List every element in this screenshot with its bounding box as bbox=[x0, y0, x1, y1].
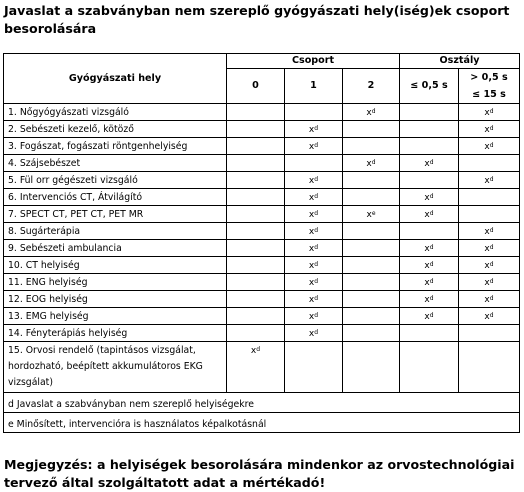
mark-cell bbox=[343, 189, 400, 206]
mark-cell bbox=[343, 138, 400, 155]
mark-cell bbox=[459, 138, 520, 155]
mark-cell bbox=[459, 240, 520, 257]
mark-x: x bbox=[308, 193, 315, 203]
mark-x: x bbox=[308, 142, 315, 152]
mark-cell bbox=[343, 155, 400, 172]
table-row bbox=[4, 257, 520, 274]
mark bbox=[366, 157, 375, 171]
mark-x: x bbox=[308, 125, 315, 135]
mark-cell bbox=[459, 223, 520, 240]
mark bbox=[484, 225, 493, 239]
mark-superscript: d bbox=[429, 193, 434, 200]
mark-cell bbox=[400, 155, 459, 172]
mark-superscript: d bbox=[489, 312, 494, 319]
mark-superscript: d bbox=[314, 227, 319, 234]
mark-superscript: d bbox=[429, 261, 434, 268]
mark bbox=[309, 140, 318, 154]
room-name-line: 15. Orvosi rendelő (tapintásos vizsgálat, bbox=[8, 345, 196, 356]
mark-x: x bbox=[366, 108, 372, 118]
mark-x: x bbox=[250, 346, 257, 356]
table-row bbox=[4, 104, 520, 121]
header-class-2-line2: ≤ 15 s bbox=[459, 86, 520, 104]
mark bbox=[424, 242, 433, 256]
footnote-row bbox=[4, 393, 520, 413]
header-group-0: 0 bbox=[227, 69, 285, 104]
mark-cell bbox=[343, 325, 400, 342]
mark-cell bbox=[227, 172, 285, 189]
mark-cell bbox=[459, 121, 520, 138]
mark-cell bbox=[285, 172, 343, 189]
mark-x: x bbox=[308, 227, 315, 237]
mark-x: x bbox=[484, 227, 490, 237]
room-name: 12. EOG helyiség bbox=[4, 291, 227, 308]
mark-x: x bbox=[424, 295, 430, 305]
mark-cell bbox=[459, 342, 520, 393]
table-row bbox=[4, 325, 520, 342]
mark-superscript: d bbox=[256, 346, 261, 353]
mark-cell bbox=[285, 257, 343, 274]
mark-x: x bbox=[308, 261, 315, 271]
mark-superscript: d bbox=[371, 108, 376, 115]
mark-superscript: d bbox=[314, 244, 319, 251]
mark-superscript: d bbox=[489, 142, 494, 149]
mark-cell bbox=[227, 223, 285, 240]
mark bbox=[366, 106, 375, 120]
mark bbox=[424, 259, 433, 273]
mark-cell bbox=[343, 291, 400, 308]
mark-x: x bbox=[424, 244, 430, 254]
mark-cell bbox=[459, 104, 520, 121]
mark-x: x bbox=[484, 176, 490, 186]
mark-cell bbox=[285, 138, 343, 155]
mark-cell bbox=[343, 206, 400, 223]
mark-superscript: d bbox=[489, 176, 494, 183]
mark-cell bbox=[285, 308, 343, 325]
mark-cell bbox=[343, 104, 400, 121]
mark bbox=[424, 276, 433, 290]
room-name: 9. Sebészeti ambulancia bbox=[4, 240, 227, 257]
mark-x: x bbox=[484, 108, 490, 118]
mark bbox=[424, 293, 433, 307]
mark-cell bbox=[285, 223, 343, 240]
mark bbox=[309, 276, 318, 290]
room-name bbox=[4, 342, 227, 393]
mark-cell bbox=[285, 291, 343, 308]
mark bbox=[484, 310, 493, 324]
mark-superscript: d bbox=[429, 244, 434, 251]
mark-x: x bbox=[308, 278, 315, 288]
mark-cell bbox=[400, 308, 459, 325]
table-row bbox=[4, 138, 520, 155]
mark bbox=[484, 106, 493, 120]
mark-superscript: d bbox=[314, 142, 319, 149]
mark bbox=[424, 208, 433, 222]
mark-x: x bbox=[308, 329, 315, 339]
mark-cell bbox=[400, 206, 459, 223]
table-row bbox=[4, 342, 520, 393]
mark bbox=[424, 191, 433, 205]
table-row bbox=[4, 223, 520, 240]
mark-x: x bbox=[424, 278, 430, 288]
room-name: 1. Nőgyógyászati vizsgáló bbox=[4, 104, 227, 121]
mark bbox=[484, 242, 493, 256]
mark-superscript: d bbox=[489, 227, 494, 234]
mark bbox=[484, 293, 493, 307]
table-row bbox=[4, 155, 520, 172]
mark-cell bbox=[343, 172, 400, 189]
mark-x: x bbox=[308, 312, 315, 322]
mark-x: x bbox=[366, 159, 372, 169]
page-title: Javaslat a szabványban nem szereplő gyógyászati hely(iség)ek csoport besorolására bbox=[4, 3, 510, 36]
mark-x: x bbox=[484, 278, 490, 288]
mark bbox=[309, 327, 318, 341]
mark-superscript: d bbox=[489, 108, 494, 115]
table-row bbox=[4, 308, 520, 325]
mark-cell bbox=[400, 121, 459, 138]
mark-cell bbox=[227, 308, 285, 325]
mark-superscript: d bbox=[314, 278, 319, 285]
footnote: e Minősített, intervencióra is használatos képalkotásnál bbox=[4, 413, 520, 433]
mark-x: x bbox=[424, 159, 430, 169]
mark-cell bbox=[343, 257, 400, 274]
mark bbox=[484, 123, 493, 137]
room-name: 4. Szájsebészet bbox=[4, 155, 227, 172]
mark-superscript: d bbox=[429, 210, 434, 217]
mark-superscript: d bbox=[489, 261, 494, 268]
header-group-1: 1 bbox=[285, 69, 343, 104]
mark-cell bbox=[227, 257, 285, 274]
mark-cell bbox=[285, 274, 343, 291]
mark-x: x bbox=[424, 193, 430, 203]
room-name: 6. Intervenciós CT, Átvilágító bbox=[4, 189, 227, 206]
mark-x: x bbox=[308, 210, 315, 220]
mark bbox=[484, 259, 493, 273]
mark-cell bbox=[285, 342, 343, 393]
table-row bbox=[4, 291, 520, 308]
mark bbox=[309, 208, 318, 222]
mark-cell bbox=[400, 138, 459, 155]
mark-superscript: d bbox=[314, 193, 319, 200]
room-name: 10. CT helyiség bbox=[4, 257, 227, 274]
mark-cell bbox=[285, 104, 343, 121]
mark-cell bbox=[227, 189, 285, 206]
mark-cell bbox=[227, 155, 285, 172]
mark-x: x bbox=[484, 244, 490, 254]
mark-superscript: d bbox=[489, 295, 494, 302]
mark-cell bbox=[459, 325, 520, 342]
table-row bbox=[4, 240, 520, 257]
mark-cell bbox=[400, 240, 459, 257]
mark-superscript: d bbox=[314, 329, 319, 336]
mark-cell bbox=[227, 291, 285, 308]
mark bbox=[484, 174, 493, 188]
header-class-1: ≤ 0,5 s bbox=[400, 69, 459, 104]
header-group-2: 2 bbox=[343, 69, 400, 104]
mark-x: x bbox=[484, 261, 490, 271]
mark-superscript: d bbox=[314, 176, 319, 183]
mark bbox=[309, 123, 318, 137]
mark-superscript: d bbox=[314, 295, 319, 302]
mark-cell bbox=[459, 274, 520, 291]
mark bbox=[251, 343, 260, 359]
mark-cell bbox=[343, 121, 400, 138]
table-row bbox=[4, 172, 520, 189]
mark-cell bbox=[459, 291, 520, 308]
mark bbox=[309, 191, 318, 205]
mark-cell bbox=[227, 342, 285, 393]
mark-cell bbox=[400, 189, 459, 206]
mark-x: x bbox=[366, 210, 372, 220]
room-name: 13. EMG helyiség bbox=[4, 308, 227, 325]
mark-cell bbox=[227, 240, 285, 257]
mark-cell bbox=[227, 104, 285, 121]
mark bbox=[424, 157, 433, 171]
header-room: Gyógyászati hely bbox=[4, 54, 227, 104]
mark-x: x bbox=[424, 312, 430, 322]
mark-x: x bbox=[484, 295, 490, 305]
footnote-row bbox=[4, 413, 520, 433]
mark-cell bbox=[400, 274, 459, 291]
mark-cell bbox=[400, 325, 459, 342]
mark bbox=[309, 242, 318, 256]
mark-cell bbox=[285, 189, 343, 206]
table-body bbox=[4, 104, 520, 433]
mark bbox=[484, 276, 493, 290]
mark-cell bbox=[459, 172, 520, 189]
mark bbox=[484, 140, 493, 154]
room-name: 2. Sebészeti kezelő, kötöző bbox=[4, 121, 227, 138]
mark-cell bbox=[285, 240, 343, 257]
mark-cell bbox=[285, 155, 343, 172]
mark-superscript: d bbox=[489, 125, 494, 132]
mark-superscript: d bbox=[489, 244, 494, 251]
mark-cell bbox=[400, 104, 459, 121]
mark-cell bbox=[343, 274, 400, 291]
room-name: 7. SPECT CT, PET CT, PET MR bbox=[4, 206, 227, 223]
table-row bbox=[4, 274, 520, 291]
remark: Megjegyzés: a helyiségek besorolására mindenkor az orvostechnológiai tervező által szolgáltatott adat a mértékadó! bbox=[4, 457, 515, 490]
mark-superscript: d bbox=[429, 159, 434, 166]
mark-cell bbox=[459, 189, 520, 206]
mark-superscript: d bbox=[314, 210, 319, 217]
mark-cell bbox=[400, 342, 459, 393]
mark-superscript: d bbox=[314, 125, 319, 132]
mark-cell bbox=[400, 291, 459, 308]
mark-superscript: e bbox=[371, 210, 376, 217]
mark-cell bbox=[459, 308, 520, 325]
mark-cell bbox=[400, 172, 459, 189]
table-row bbox=[4, 189, 520, 206]
table-row bbox=[4, 206, 520, 223]
mark-x: x bbox=[308, 295, 315, 305]
room-name: 3. Fogászat, fogászati röntgenhelyiség bbox=[4, 138, 227, 155]
mark-x: x bbox=[424, 210, 430, 220]
mark bbox=[424, 310, 433, 324]
mark bbox=[309, 310, 318, 324]
mark-cell bbox=[459, 155, 520, 172]
mark-cell bbox=[227, 121, 285, 138]
footnote: d Javaslat a szabványban nem szereplő helyiségekre bbox=[4, 393, 520, 413]
room-name: 14. Fényterápiás helyiség bbox=[4, 325, 227, 342]
header-class: Osztály bbox=[400, 54, 520, 69]
mark-cell bbox=[285, 325, 343, 342]
mark bbox=[366, 208, 375, 222]
mark-cell bbox=[285, 121, 343, 138]
mark-superscript: d bbox=[429, 312, 434, 319]
mark bbox=[309, 259, 318, 273]
mark-superscript: d bbox=[429, 278, 434, 285]
mark-cell bbox=[459, 257, 520, 274]
table-row bbox=[4, 121, 520, 138]
mark bbox=[309, 174, 318, 188]
mark-cell bbox=[459, 206, 520, 223]
mark-x: x bbox=[484, 125, 490, 135]
mark-cell bbox=[227, 206, 285, 223]
mark-cell bbox=[227, 274, 285, 291]
mark-cell bbox=[400, 257, 459, 274]
mark-cell bbox=[343, 342, 400, 393]
mark-x: x bbox=[484, 142, 490, 152]
mark-cell bbox=[285, 206, 343, 223]
mark-superscript: d bbox=[429, 295, 434, 302]
mark-cell bbox=[343, 223, 400, 240]
room-name: 11. ENG helyiség bbox=[4, 274, 227, 291]
mark-cell bbox=[400, 223, 459, 240]
mark-cell bbox=[227, 325, 285, 342]
mark-x: x bbox=[424, 261, 430, 271]
mark-cell bbox=[343, 308, 400, 325]
mark-x: x bbox=[484, 312, 490, 322]
mark-cell bbox=[227, 138, 285, 155]
header-group: Csoport bbox=[227, 54, 400, 69]
classification-table bbox=[3, 53, 520, 433]
room-name-line: hordozható, beépített akkumulátoros EKG bbox=[8, 361, 203, 372]
mark-superscript: d bbox=[371, 159, 376, 166]
mark-x: x bbox=[308, 176, 315, 186]
mark-superscript: d bbox=[314, 312, 319, 319]
mark bbox=[309, 225, 318, 239]
mark-superscript: d bbox=[314, 261, 319, 268]
mark bbox=[309, 293, 318, 307]
room-name-line: vizsgálat) bbox=[8, 377, 53, 388]
mark-x: x bbox=[308, 244, 315, 254]
mark-superscript: d bbox=[489, 278, 494, 285]
header-class-2-line1: > 0,5 s bbox=[459, 69, 520, 87]
room-name: 8. Sugárterápia bbox=[4, 223, 227, 240]
room-name: 5. Fül orr gégészeti vizsgáló bbox=[4, 172, 227, 189]
mark-cell bbox=[343, 240, 400, 257]
